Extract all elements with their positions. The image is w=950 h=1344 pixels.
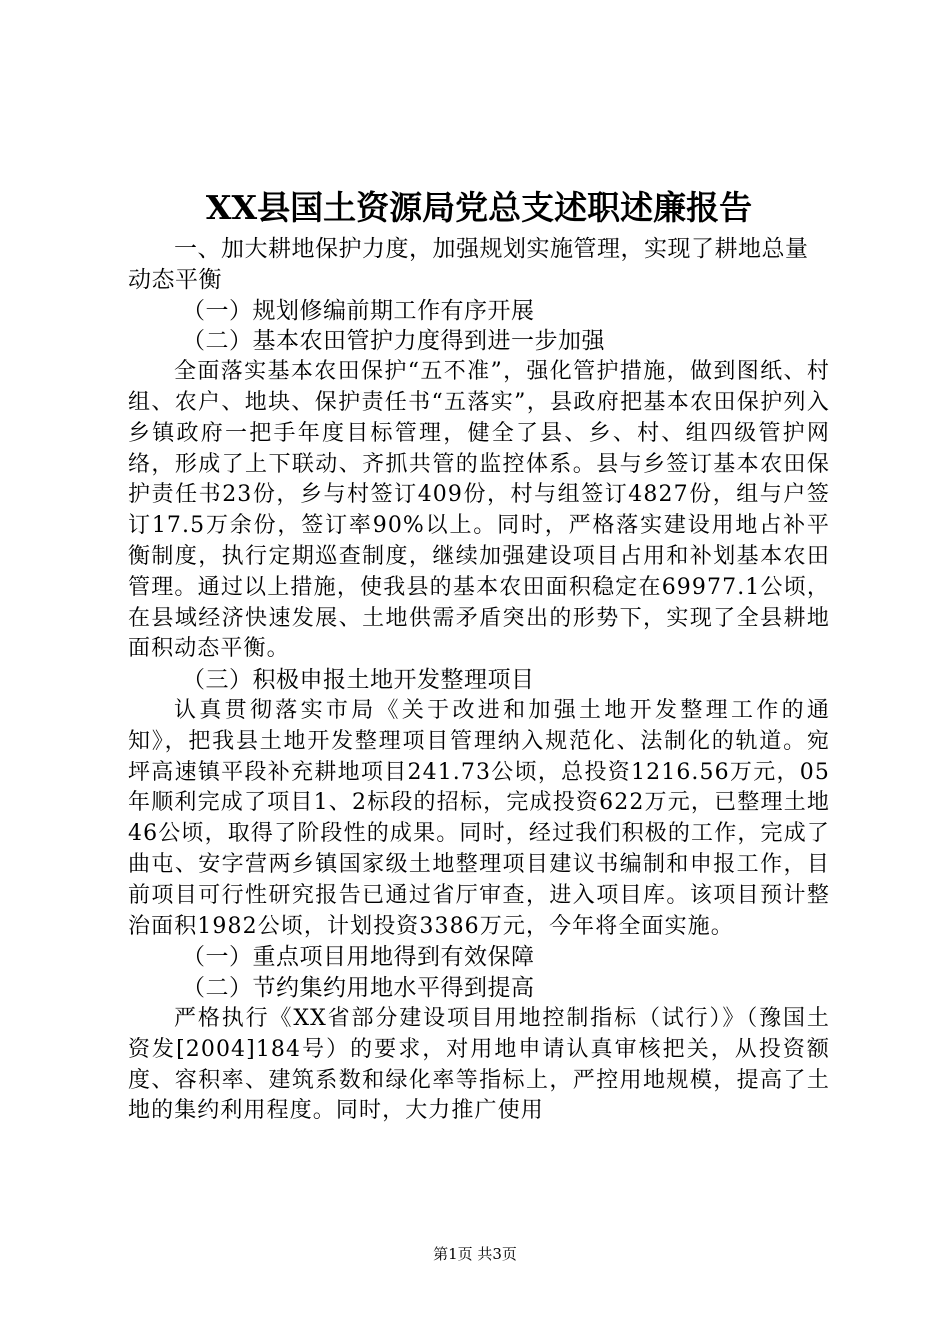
document-title: XX县国土资源局党总支述职述廉报告 <box>205 188 753 227</box>
page-number-footer: 第1页 共3页 <box>433 1245 517 1263</box>
subsection-heading-1-1: （一）规划修编前期工作有序开展 <box>182 297 535 324</box>
paragraph-land-development: 认真贯彻落实市局《关于改进和加强土地开发整理工作的通知》，把我县土地开发整理项目管理纳入规范化、法制化的轨道。宛坪高速镇平段补充耕地项目241.73公顷，总投资1216.56万元，05年顺利完成了项目1、2标段的招标，完成投资622万元，已整理土地46公顷，取得了阶段性的成果。同时，经过我们积极的工作，完成了曲屯、安字营两乡镇国家级土地整理项目建议书编制和申报工作，目前项目可行性研究报告已通过省厅审查，进入项目库。该项目预计整治面积1982公顷，计划投资3386万元，今年将全面实施。 <box>128 697 830 939</box>
subsection-heading-1-3: （三）积极申报土地开发整理项目 <box>182 667 535 694</box>
document-page <box>128 188 830 1127</box>
subsection-heading-2-1: （一）重点项目用地得到有效保障 <box>182 944 535 971</box>
paragraph-intensive-land-use: 严格执行《XX省部分建设项目用地控制指标（试行）》（豫国土资发[2004]184号）的要求，对用地申请认真审核把关，从投资额度、容积率、建筑系数和绿化率等指标上，严控用地规模，提高了土地的集约利用程度。同时，大力推广使用 <box>128 1005 830 1124</box>
subsection-heading-1-2: （二）基本农田管护力度得到进一步加强 <box>182 328 605 355</box>
section-heading-1: 一、加大耕地保护力度，加强规划实施管理，实现了耕地总量动态平衡 <box>128 236 809 293</box>
paragraph-farmland-protection: 全面落实基本农田保护“五不准”，强化管护措施，做到图纸、村组、农户、地块、保护责任书“五落实”，县政府把基本农田保护列入乡镇政府一把手年度目标管理，健全了县、乡、村、组四级管护网络，形成了上下联动、齐抓共管的监控体系。县与乡签订基本农田保护责任书23份，乡与村签订409份，村与组签订4827份，组与户签订17.5万余份，签订率90%以上。同时，严格落实建设用地占补平衡制度，执行定期巡查制度，继续加强建设项目占用和补划基本农田管理。通过以上措施，使我县的基本农田面积稳定在69977.1公顷，在县域经济快速发展、土地供需矛盾突出的形势下，实现了全县耕地面积动态平衡。 <box>128 359 830 662</box>
subsection-heading-2-2: （二）节约集约用地水平得到提高 <box>182 975 535 1002</box>
